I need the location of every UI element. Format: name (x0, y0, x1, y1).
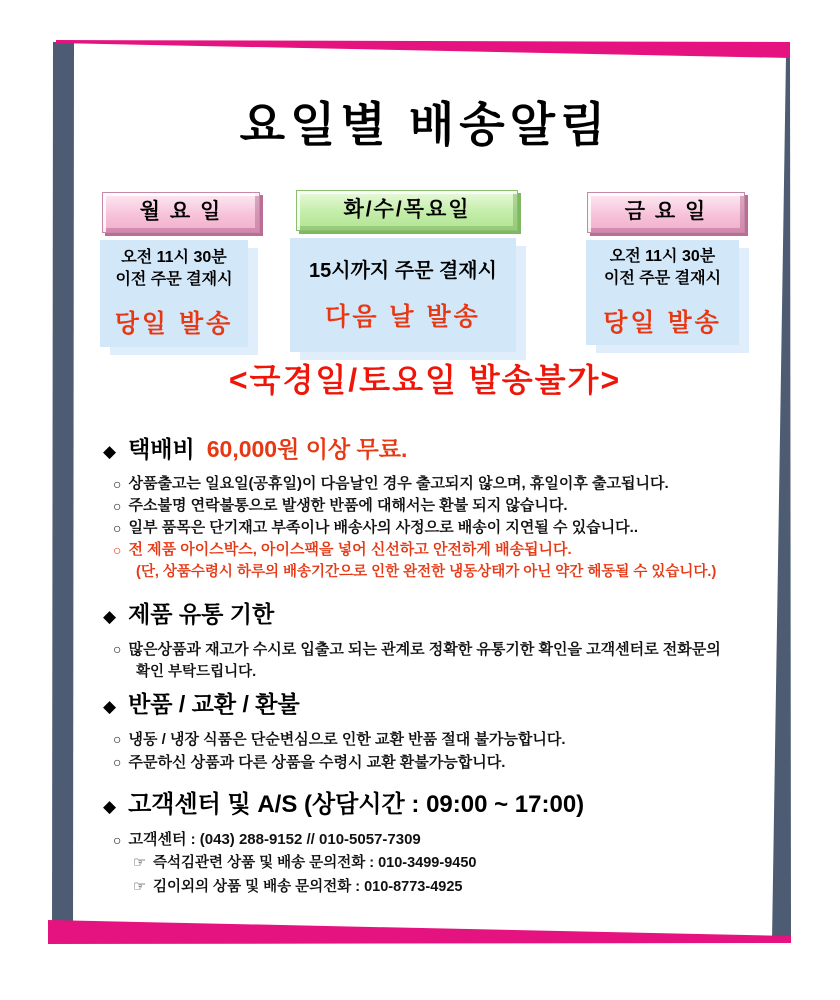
circle-bullet-icon: ○ (113, 731, 122, 747)
list-item-text: 확인 부탁드립니다. (136, 664, 257, 680)
order-deadline-monday: 오전 11시 30분 이전 주문 결재시 (115, 249, 233, 288)
customer-service-phone-line (113, 829, 751, 851)
frame-top-ribbon (56, 40, 790, 58)
list-item-text: 전 제품 아이스박스, 아이스팩을 넣어 신선하고 안전하게 배송됩니다. (128, 541, 572, 558)
list-item-text: 즉석김관련 상품 및 배송 문의전화 : 010-3499-9450 (153, 855, 477, 871)
holiday-no-shipping-banner: <국경일/토요일 발송불가> (228, 362, 622, 398)
circle-bullet-icon: ○ (113, 641, 122, 657)
circle-bullet-icon: ○ (113, 832, 122, 848)
section-customer-service-header (103, 784, 751, 819)
list-item (113, 728, 751, 751)
list-item (113, 539, 751, 561)
section-shipping-fee-title-highlight: 60,000원 이상 무료. (206, 436, 408, 462)
diamond-bullet-icon: ◆ (103, 697, 117, 716)
section-customer-service-title: 고객센터 및 A/S (상담시간 : 09:00 ~ 17:00) (128, 791, 585, 818)
section-shelf-life-header (103, 596, 751, 629)
day-header-monday (102, 192, 260, 233)
circle-bullet-icon: ○ (113, 754, 122, 770)
list-item (113, 638, 751, 661)
circle-bullet-icon: ○ (113, 498, 122, 514)
inquiry-phone-line (113, 875, 751, 899)
circle-bullet-icon: ○ (113, 520, 122, 536)
schedule-box-monday (100, 240, 248, 347)
list-item-text: 주문하신 상품과 다른 상품을 수령시 교환 환불가능합니다. (128, 754, 506, 771)
section-shipping-fee-title: 택배비 (128, 436, 195, 462)
frame-right-bar (772, 56, 791, 941)
list-item-text: 김이외의 상품 및 배송 문의전화 : 010-8773-4925 (153, 879, 463, 895)
day-header-friday-label: 금 요 일 (624, 200, 708, 223)
day-header-monday-label: 월 요 일 (139, 200, 223, 223)
diamond-bullet-icon: ◆ (103, 797, 117, 816)
day-header-friday (587, 192, 745, 233)
list-item-text: 냉동 / 냉장 식품은 단순변심으로 인한 교환 반품 절대 불가능합니다. (128, 731, 566, 748)
list-item (113, 751, 751, 774)
section-shelf-life-title: 제품 유통 기한 (128, 601, 275, 627)
frame-bottom-ribbon (48, 920, 791, 944)
section-returns-header (103, 686, 751, 719)
section-returns-title: 반품 / 교환 / 환불 (128, 691, 300, 717)
list-item-note (113, 561, 751, 583)
list-item (113, 495, 751, 517)
order-deadline-tue-wed-thu: 15시까지 주문 결재시 (309, 259, 497, 282)
list-item-text: 많은상품과 재고가 수시로 입출고 되는 관계로 정확한 유통기한 확인을 고객센터로 전화문의 (128, 641, 721, 658)
shipping-result-friday: 당일 발송 (603, 309, 722, 337)
schedule-box-friday (586, 240, 739, 345)
list-item-text: 상품출고는 일요일(공휴일)이 다음날인 경우 출고되지 않으며, 휴일이후 출고됩니다. (128, 475, 669, 492)
list-item-text: (단, 상품수령시 하루의 배송기간으로 인한 완전한 냉동상태가 아닌 약간 해동될 수 있습니다.) (136, 564, 717, 580)
list-item-text: 주소불명 연락불통으로 발생한 반품에 대해서는 환불 되지 않습니다. (128, 497, 568, 514)
day-header-tue-wed-thu-label: 화/수/목요일 (343, 198, 471, 221)
diamond-bullet-icon: ◆ (103, 442, 117, 461)
section-shelf-life (103, 596, 751, 684)
schedule-box-tue-wed-thu (290, 238, 516, 352)
circle-bullet-icon: ○ (113, 476, 122, 492)
pointing-hand-icon: ☞ (133, 855, 146, 871)
day-header-tue-wed-thu (296, 190, 518, 231)
list-item (113, 517, 751, 539)
order-deadline-friday: 오전 11시 30분 이전 주문 결재시 (603, 248, 722, 287)
list-item (113, 473, 751, 495)
list-item-text: 고객센터 : (043) 288-9152 // 010-5057-7309 (128, 831, 421, 848)
page-title: 요일별 배송알림 (239, 98, 611, 151)
shipping-result-monday: 당일 발송 (114, 310, 234, 338)
circle-bullet-icon: ○ (113, 542, 122, 558)
inquiry-phone-line (113, 851, 751, 875)
section-returns (103, 686, 751, 774)
pointing-hand-icon: ☞ (133, 879, 146, 895)
diamond-bullet-icon: ◆ (103, 607, 117, 626)
frame-left-bar (52, 42, 74, 941)
section-shipping-fee (103, 431, 751, 583)
section-customer-service (103, 784, 751, 899)
shipping-result-tue-wed-thu: 다음 날 발송 (325, 302, 481, 331)
list-item-continuation (113, 661, 751, 684)
list-item-text: 일부 품목은 단기재고 부족이나 배송사의 사정으로 배송이 지연될 수 있습니다.. (128, 519, 638, 536)
section-shipping-fee-header (103, 431, 751, 464)
